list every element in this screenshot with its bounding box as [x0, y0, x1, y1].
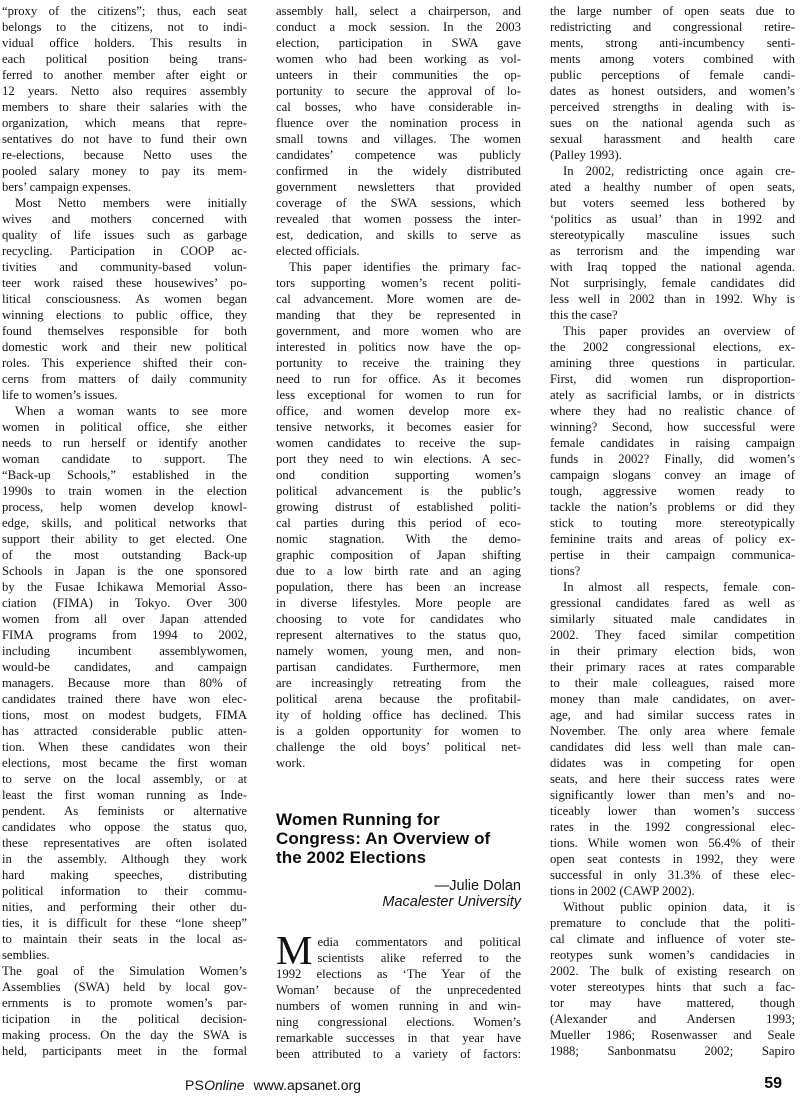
text-line: managers. Because more than 80% of: [2, 676, 247, 690]
section-heading-line: Congress: An Overview of: [276, 829, 491, 848]
text-line: to their male colleagues, raised more: [550, 676, 795, 690]
text-line: In 2002, redistricting once again cre-: [563, 164, 795, 178]
text-line: ated a healthy number of open seats,: [550, 180, 795, 194]
text-line: redistricting and congressional retire-: [550, 20, 795, 34]
text-line: In almost all respects, female con-: [563, 580, 795, 594]
text-line: Most Netto members were initially: [15, 196, 247, 210]
text-line: conduct a mock session. In the 2003: [276, 20, 521, 34]
text-line: in their primary election bids, won: [550, 644, 795, 658]
column-1: [2, 3, 247, 1062]
journal-name-ps: PS: [185, 1077, 205, 1093]
text-line: feminine traits and areas of policy ex-: [550, 532, 795, 546]
text-line: to serve on the local assembly, or at: [2, 772, 247, 786]
text-line: population, there has been an increase: [276, 580, 521, 594]
text-line: elected officials.: [276, 244, 360, 258]
text-line: pendent. As feminists or alternative: [2, 804, 247, 818]
text-line: less well in 2002 than in 1992. Why is: [550, 292, 795, 306]
text-line: premature to conclude that the politi-: [550, 916, 795, 930]
text-line: teer work raised these housewives’ po-: [2, 276, 247, 290]
byline-affiliation: Macalester University: [382, 894, 521, 910]
text-line: tions. While women won 56.4% of their: [550, 836, 795, 850]
text-line: tors supporting women’s recent politi-: [276, 276, 521, 290]
text-line: in the assembly. Although they work: [2, 852, 247, 866]
text-line: these representatives are often isolated: [2, 836, 247, 850]
text-line: seats, and here their success rates were: [550, 772, 795, 786]
text-line: namely women, young men, and non-: [276, 644, 521, 658]
text-line: to maintain their seats in the local as-: [2, 932, 247, 946]
text-line: (Palley 1993).: [550, 148, 622, 162]
text-line: “proxy of the citizens”; thus, each seat: [2, 4, 247, 18]
text-line: members to share their salaries with the: [2, 100, 247, 114]
text-line: voter stereotypes hints that such a fac-: [550, 980, 795, 994]
text-line: candidates trained there have won elec-: [2, 692, 247, 706]
text-line: litical consciousness. As women began: [2, 292, 247, 306]
text-line: this the case?: [550, 308, 618, 322]
text-line: wives and mothers concerned with: [2, 212, 247, 226]
text-line: Not surprisingly, female candidates did: [550, 276, 795, 290]
text-line: nomic stagnation. With the demo-: [276, 532, 521, 546]
text-line: cerns from matters of daily community: [2, 372, 247, 386]
body-paragraph: [550, 323, 795, 579]
text-line: women who had been working as vol-: [276, 52, 521, 66]
text-line: life to women’s issues.: [2, 388, 118, 402]
text-line: Schools in Japan is the one sponsored: [2, 564, 247, 578]
text-line: ments, strong anti-incumbency senti-: [550, 36, 795, 50]
text-line: revealed that women possess the inter-: [276, 212, 521, 226]
text-line: 12 years. Netto also requires assembly: [2, 84, 247, 98]
text-line: This paper identifies the primary fac-: [289, 260, 521, 274]
text-line: November. The only area where female: [550, 724, 795, 738]
text-line: government, and more women who are: [276, 324, 521, 338]
text-line: organization, which means that repre-: [2, 116, 247, 130]
text-line: cal parties during this period of eco-: [276, 516, 521, 530]
text-line: but voters seemed less bothered by: [550, 196, 795, 210]
text-line: female candidates in raising campaign: [550, 436, 795, 450]
text-line: unteers in their communities the op-: [276, 68, 521, 82]
text-line: tensive networks, it becomes easier for: [276, 420, 521, 434]
byline-author: —Julie Dolan: [434, 878, 521, 894]
text-line: election, participation in SWA gave: [276, 36, 521, 50]
text-line: domestic work and their new political: [2, 340, 247, 354]
text-line: tough, aggressive women ready to: [550, 484, 795, 498]
text-line: 2002. They faced similar competition: [550, 628, 795, 642]
text-line: portunity to receive the training they: [276, 356, 521, 370]
section-heading-line: the 2002 Elections: [276, 848, 427, 867]
text-line: ately as sacrificial lambs, or in districts: [550, 388, 795, 402]
text-line: This paper provides an overview of: [563, 324, 795, 338]
text-line: Woman’ because of the unprecedented: [276, 983, 521, 997]
text-line: 1992 elections as ‘The Year of the: [276, 967, 521, 981]
text-line: least the first woman running as Inde-: [2, 788, 247, 802]
text-line: where they had no realistic chance of: [550, 404, 795, 418]
text-line: woman candidate to support. The: [2, 452, 247, 466]
text-line: dates as honest outsiders, and women’s: [550, 84, 795, 98]
text-line: tackle the nation’s problems or did they: [550, 500, 795, 514]
body-paragraph: [2, 195, 247, 403]
body-paragraph: [550, 163, 795, 323]
text-line: as terrorism and the impending war: [550, 244, 795, 258]
text-line: didates was in competing for open: [550, 756, 795, 770]
text-line: office, and women develop more ex-: [276, 404, 521, 418]
text-line: held, participants meet in the formal: [2, 1044, 247, 1058]
text-line: tor may have mattered, though: [550, 996, 795, 1010]
text-line: tions in 2002 (CAWP 2002).: [550, 884, 695, 898]
text-line: cal advancement. More women are de-: [276, 292, 521, 306]
text-line: hard making speeches, distributing: [2, 868, 247, 882]
text-line: coverage of the SWA sessions, which: [276, 196, 521, 210]
text-line: Mueller 1986; Rosenwasser and Seale: [550, 1028, 795, 1042]
text-line: edge, skills, and political networks that: [2, 516, 247, 530]
text-line: stereotypically masculine issues such: [550, 228, 795, 242]
text-line: confirmed in the widely distributed: [276, 164, 521, 178]
text-line: First, did women run disproportion-: [550, 372, 795, 386]
text-line: successful in only 31.3% of these elec-: [550, 868, 795, 882]
text-line: similarly situated male candidates in: [550, 612, 795, 626]
text-line: need to run for office. As it becomes: [276, 372, 521, 386]
text-line: The goal of the Simulation Women’s: [2, 964, 247, 978]
text-line: less exceptional for women to run for: [276, 388, 521, 402]
text-line: women from all over Japan attended: [2, 612, 247, 626]
text-line: tions?: [550, 564, 581, 578]
text-line: candidates did less well than male can-: [550, 740, 795, 754]
text-line: work.: [276, 756, 306, 770]
text-line: women candidates to receive the sup-: [276, 436, 521, 450]
text-line: ‘politics as usual’ than in 1992 and: [550, 212, 795, 226]
text-line: FIMA programs from 1994 to 2002,: [2, 628, 247, 642]
text-line: needs to run herself or identify another: [2, 436, 247, 450]
text-line: money than male candidates, on aver-: [550, 692, 795, 706]
body-paragraph: [2, 403, 247, 963]
text-line: including incumbent assemblywomen,: [2, 644, 247, 658]
section-heading-line: Women Running for: [276, 810, 440, 829]
text-line: political information to their commu-: [2, 884, 247, 898]
text-line: political arena because the profitabil-: [276, 692, 521, 706]
text-line: remarkable successes in that year have: [276, 1031, 521, 1045]
body-paragraph: [276, 3, 521, 259]
text-line: due to a low birth rate and an aging: [276, 564, 521, 578]
text-line: government newsletters that provided: [276, 180, 521, 194]
text-line: funds in 2002? Finally, did women’s: [550, 452, 795, 466]
text-line: been attributed to a variety of factors:: [276, 1047, 521, 1061]
text-line: choosing to vote for candidates who: [276, 612, 521, 626]
drop-cap: M: [276, 927, 313, 973]
text-line: amining three questions in particular.: [550, 356, 795, 370]
text-line: semblies.: [2, 948, 50, 962]
text-line: pooled salary money to pay its mem-: [2, 164, 247, 178]
text-line: tion. When these candidates won their: [2, 740, 247, 754]
section-heading: [276, 810, 521, 867]
text-line: the large number of open seats due to: [550, 4, 795, 18]
text-line: tivities and community-based volun-: [2, 260, 247, 274]
text-line: sentatives do not have to fund their own: [2, 132, 247, 146]
text-line: ond condition supporting women’s: [276, 468, 521, 482]
text-line: bers’ campaign expenses.: [2, 180, 132, 194]
text-line: has attracted considerable public atten-: [2, 724, 247, 738]
text-line: in diverse lifestyles. More people are: [276, 596, 521, 610]
byline: [276, 878, 521, 910]
text-line: ferred to another member after eight or: [2, 68, 247, 82]
text-line: manding that they be represented in: [276, 308, 521, 322]
text-line: the 2002 congressional elections, ex-: [550, 340, 795, 354]
journal-identity: [185, 1077, 361, 1093]
text-line: est, dedication, and skills to serve as: [276, 228, 521, 242]
text-line: vidual office holders. This results in: [2, 36, 247, 50]
text-line: gressional candidates fared as well as: [550, 596, 795, 610]
text-line: support their ability to get elected. One: [2, 532, 247, 546]
text-line: interested in politics now have the op-: [276, 340, 521, 354]
text-line: recycling. Participation in COOP ac-: [2, 244, 247, 258]
text-line: by the Fusae Ichikawa Memorial Asso-: [2, 580, 247, 594]
text-line: 1990s to train women in the election: [2, 484, 247, 498]
text-line: elections, most became the first woman: [2, 756, 247, 770]
text-line: numbers of women running in and win-: [276, 999, 521, 1013]
text-line: winning elections to public office, they: [2, 308, 247, 322]
text-line: tions, most on modest budgets, FIMA: [2, 708, 247, 722]
column-2: [276, 3, 521, 1062]
text-line: ciation (FIMA) in Tokyo. Over 300: [2, 596, 247, 610]
text-line: of the most outstanding Back-up: [2, 548, 247, 562]
text-line: re-elections, because Netto uses the: [2, 148, 247, 162]
text-line: (Alexander and Andersen 1993;: [550, 1012, 795, 1026]
text-line: women in political office, she either: [2, 420, 247, 434]
text-line: reotypes sunk women’s candidacies in: [550, 948, 795, 962]
text-line: assembly hall, select a chairperson, and: [276, 4, 521, 18]
body-paragraph: [2, 3, 247, 195]
page-number: 59: [764, 1075, 782, 1092]
text-line: represent alternatives to the status quo,: [276, 628, 521, 642]
text-line: pertise in their campaign communica-: [550, 548, 795, 562]
text-line: growing distrust of established politi-: [276, 500, 521, 514]
text-line: belongs to the citizens, not to indi-: [2, 20, 247, 34]
text-line: perceived strengths in dealing with is-: [550, 100, 795, 114]
article-opening-paragraph: [276, 927, 521, 1062]
text-line: each political position being trans-: [2, 52, 247, 66]
text-line: cal climate and influence of voter ste-: [550, 932, 795, 946]
text-line: Without public opinion data, it is: [563, 900, 795, 914]
text-line: ties, it is difficult for these “lone sheep”: [2, 916, 247, 930]
text-line: ticipation in the political decision-: [2, 1012, 247, 1026]
body-paragraph: [2, 963, 247, 1059]
text-line: making process. On the day the SWA is: [2, 1028, 247, 1042]
text-line: with Iraq topped the national agenda.: [550, 260, 795, 274]
text-line: sexual harassment and health care: [550, 132, 795, 146]
text-line: winning? Second, how successful were: [550, 420, 795, 434]
text-line: nities, and performing their other du-: [2, 900, 247, 914]
text-line: partisan candidates. Furthermore, men: [276, 660, 521, 674]
text-line: rates in the 1992 congressional elec-: [550, 820, 795, 834]
text-line: is a golden opportunity for women to: [276, 724, 521, 738]
body-paragraph: [276, 259, 521, 771]
journal-url: www.apsanet.org: [253, 1077, 361, 1093]
text-line: graphic composition of Japan shifting: [276, 548, 521, 562]
text-line: small towns and villages. The women: [276, 132, 521, 146]
journal-name-online: Online: [204, 1077, 245, 1093]
text-line: fluence over the nomination process in: [276, 116, 521, 130]
text-line: ticeably lower than women’s success: [550, 804, 795, 818]
text-line: scientists alike referred to the: [317, 951, 521, 965]
text-line: When a woman wants to see more: [15, 404, 247, 418]
text-line: ity of holding office has declined. This: [276, 708, 521, 722]
text-line: ning congressional elections. Women’s: [276, 1015, 521, 1029]
text-line: Assemblies (SWA) held by local gov-: [2, 980, 247, 994]
text-line: their primary races at rates comparable: [550, 660, 795, 674]
text-line: age, and had similar success rates in: [550, 708, 795, 722]
text-line: open seat contests in 1992, they were: [550, 852, 795, 866]
text-line: roles. This experience shifted their con-: [2, 356, 247, 370]
text-line: port they need to win elections. A sec-: [276, 452, 521, 466]
text-line: 1988; Sanbonmatsu 2002; Sapiro: [550, 1044, 795, 1058]
text-line: cal bosses, who have considerable in-: [276, 100, 521, 114]
text-line: candidates who oppose the status quo,: [2, 820, 247, 834]
text-line: political advancement is the public’s: [276, 484, 521, 498]
text-line: 2002. The bulk of existing research on: [550, 964, 795, 978]
column-3: [550, 3, 795, 1062]
body-paragraph: [550, 3, 795, 163]
text-line: edia commentators and political: [317, 935, 521, 949]
text-line: ments among voters combined with: [550, 52, 795, 66]
body-paragraph: [550, 579, 795, 899]
text-line: found themselves responsible for both: [2, 324, 247, 338]
text-line: would-be candidates, and campaign: [2, 660, 247, 674]
text-line: challenge the old boys’ political net-: [276, 740, 521, 754]
text-line: are increasingly retreating from the: [276, 676, 521, 690]
text-line: candidates’ competence was publicly: [276, 148, 521, 162]
text-line: public perceptions of female candi-: [550, 68, 795, 82]
page-footer: [0, 1077, 792, 1097]
body-paragraph: [550, 899, 795, 1059]
text-line: portunity to secure the approval of lo-: [276, 84, 521, 98]
text-line: “Back-up Schools,” established in the: [2, 468, 247, 482]
text-line: quality of life issues such as garbage: [2, 228, 247, 242]
text-line: stick to touting more stereotypically: [550, 516, 795, 530]
article-columns: [2, 3, 795, 1062]
text-line: process, help women develop knowl-: [2, 500, 247, 514]
text-line: ernments is to promote women’s par-: [2, 996, 247, 1010]
text-line: significantly lower than men’s and no-: [550, 788, 795, 802]
text-line: campaign slogans convey an image of: [550, 468, 795, 482]
text-line: sues on the national agenda such as: [550, 116, 795, 130]
